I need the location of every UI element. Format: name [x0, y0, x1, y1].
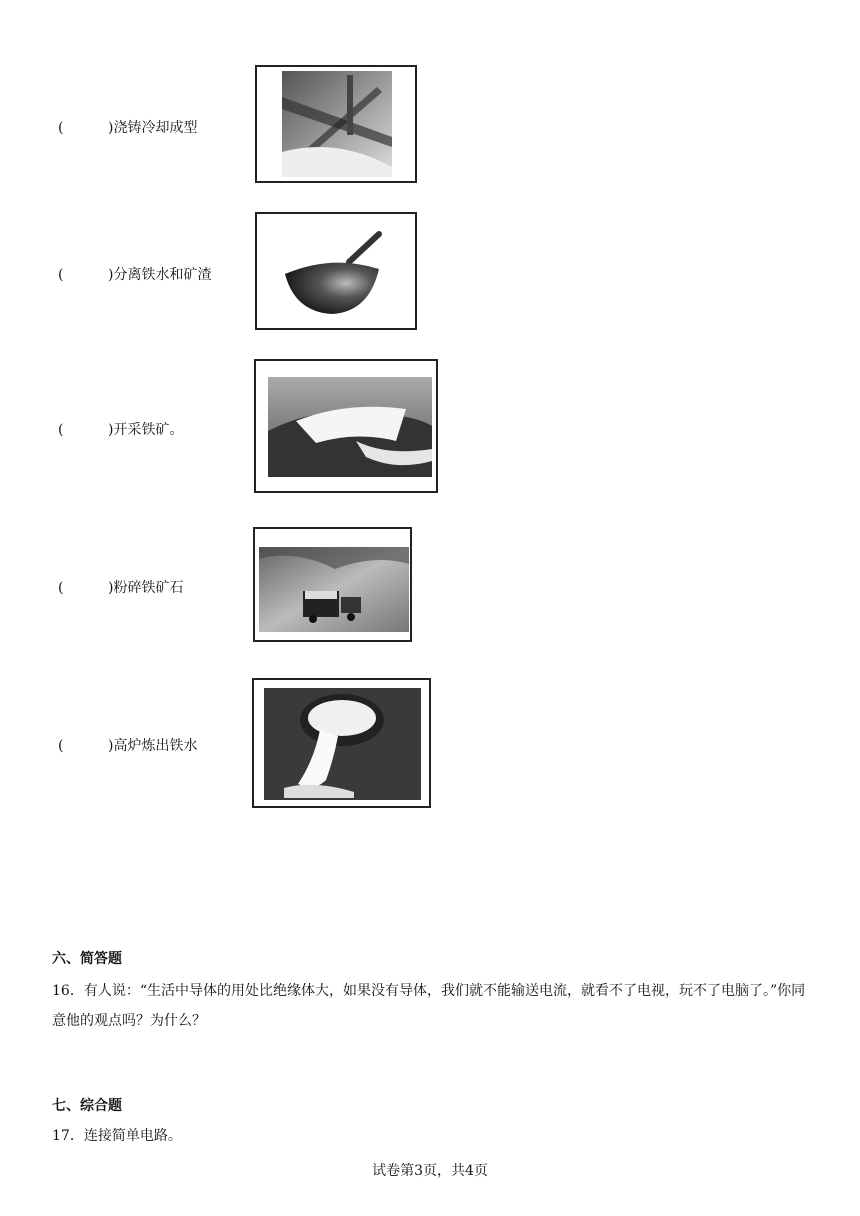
- match-item-text: 高炉炼出铁水: [113, 738, 198, 754]
- match-item-text: 浇铸冷却成型: [113, 120, 198, 136]
- answer-blank-close: ): [108, 120, 114, 136]
- match-item-5: [58, 735, 197, 755]
- casting-photo: [255, 65, 417, 183]
- match-item-4: [58, 577, 183, 597]
- section-six-title: 六、简答题: [52, 951, 122, 967]
- mining-photo: [254, 359, 438, 493]
- question-17: 17．连接简单电路。: [52, 1128, 182, 1144]
- match-item-text: 粉碎铁矿石: [113, 580, 184, 596]
- answer-blank-open: (: [58, 738, 64, 754]
- answer-blank-open: (: [58, 422, 64, 438]
- match-item-text: 开采铁矿。: [113, 422, 184, 438]
- page-footer: 试卷第3页，共4页: [372, 1163, 488, 1179]
- ladle-photo: [255, 212, 417, 330]
- answer-blank-open: (: [58, 120, 64, 136]
- answer-blank-close: ): [108, 738, 114, 754]
- answer-blank-close: ): [108, 267, 114, 283]
- answer-blank-open: (: [58, 267, 64, 283]
- answer-blank-close: ): [108, 422, 114, 438]
- answer-blank-close: ): [108, 580, 114, 596]
- crushing-photo: [253, 527, 412, 642]
- match-item-text: 分离铁水和矿渣: [113, 267, 212, 283]
- answer-blank-open: (: [58, 580, 64, 596]
- molten-iron-photo: [252, 678, 431, 808]
- match-item-3: [58, 419, 183, 439]
- question-16: 16．有人说：“生活中导体的用处比绝缘体大，如果没有导体，我们就不能输送电流，就看不了电视，玩不了电脑了。”你同意他的观点吗？为什么？: [52, 983, 806, 1029]
- match-item-2: [58, 264, 211, 284]
- section-seven-title: 七、综合题: [52, 1098, 122, 1114]
- match-item-1: [58, 117, 197, 137]
